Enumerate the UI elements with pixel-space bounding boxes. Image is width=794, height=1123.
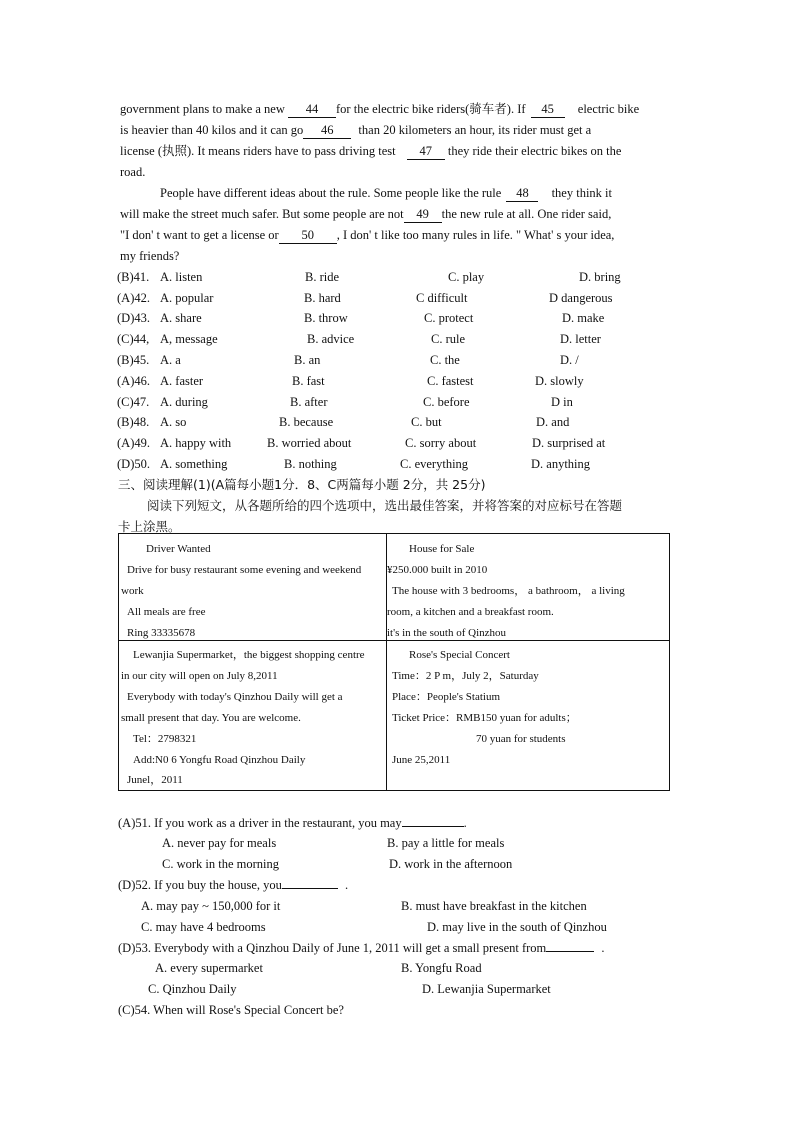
option-row bbox=[117, 270, 697, 286]
ad-text: Lewanjia Supermarket，the biggest shopping centre bbox=[133, 649, 365, 661]
option-a: A, message bbox=[160, 332, 218, 346]
ad-text: small present that day. You are welcome. bbox=[121, 712, 301, 724]
ad-text: work bbox=[121, 585, 144, 597]
ad-phone: Ring 33335678 bbox=[127, 627, 196, 639]
passage-text: , I don' t like too many rules in life. " What' s your idea, bbox=[336, 228, 615, 242]
passage-line bbox=[120, 144, 621, 160]
passage-text: is heavier than 40 kilos and it can go bbox=[120, 123, 304, 137]
ad-text: it's in the south of Qinzhou bbox=[387, 627, 507, 639]
blank-48: 48 bbox=[506, 186, 538, 202]
option-row bbox=[117, 920, 697, 936]
option-c: C. before bbox=[423, 395, 470, 409]
answer-label: (C)47. bbox=[117, 395, 150, 409]
option-c: C difficult bbox=[416, 291, 468, 305]
passage-line bbox=[120, 165, 145, 180]
answer-label: (B)41. bbox=[117, 270, 150, 284]
option-c: C. Qinzhou Daily bbox=[148, 982, 237, 996]
answer-label: (B)48. bbox=[117, 415, 150, 429]
ad-text: Drive for busy restaurant some evening and weekend bbox=[127, 564, 362, 576]
option-d: D. surprised at bbox=[532, 436, 606, 450]
ad-text: Everybody with today's Qinzhou Daily will get a bbox=[127, 691, 343, 703]
ad-place: Place：People's Statium bbox=[392, 691, 500, 703]
question-stem: (D)52. If you buy the house, you bbox=[118, 878, 282, 892]
ad-price: 70 yuan for students bbox=[476, 733, 566, 745]
ad-supermarket bbox=[119, 641, 387, 791]
option-a: A. listen bbox=[160, 270, 203, 284]
option-b: B. after bbox=[290, 395, 328, 409]
option-a: A. a bbox=[160, 353, 181, 367]
ad-title: House for Sale bbox=[409, 543, 475, 555]
option-b: B. hard bbox=[304, 291, 341, 305]
section-instruction-cont: 卡上涂黑。 bbox=[118, 519, 181, 534]
option-b: B. must have breakfast in the kitchen bbox=[401, 899, 587, 913]
passage-text: "I don' t want to get a license or bbox=[120, 228, 279, 242]
option-row bbox=[117, 332, 697, 348]
option-row bbox=[117, 395, 697, 411]
option-b: B. because bbox=[279, 415, 334, 429]
ad-phone: Tel：2798321 bbox=[133, 733, 197, 745]
option-d: D. make bbox=[562, 311, 605, 325]
option-d: D in bbox=[551, 395, 573, 409]
blank-44: 44 bbox=[288, 102, 336, 118]
question-end: . bbox=[601, 941, 605, 955]
ad-title: Driver Wanted bbox=[146, 543, 211, 555]
blank-46: 46 bbox=[303, 123, 351, 139]
option-d: D. letter bbox=[560, 332, 601, 346]
passage-text: than 20 kilometers an hour, its rider must get a bbox=[358, 123, 592, 137]
ads-table bbox=[118, 533, 670, 791]
passage-text: my friends? bbox=[120, 249, 180, 263]
question-stem: (C)54. When will Rose's Special Concert be? bbox=[118, 1003, 344, 1017]
option-c: C. everything bbox=[400, 457, 469, 471]
ad-time: Time：2 P m，July 2，Saturday bbox=[392, 670, 539, 682]
ad-date: Junel，2011 bbox=[127, 774, 183, 786]
option-row bbox=[117, 436, 697, 452]
passage-text: road. bbox=[120, 165, 146, 179]
passage-text: they ride their electric bikes on the bbox=[447, 144, 622, 158]
question-54 bbox=[118, 1003, 344, 1018]
question-end: . bbox=[463, 816, 467, 830]
ad-date: June 25,2011 bbox=[392, 754, 451, 766]
option-c: C. but bbox=[411, 415, 442, 429]
passage-text: government plans to make a new bbox=[120, 102, 289, 116]
option-a: A. faster bbox=[160, 374, 204, 388]
answer-label: (B)45. bbox=[117, 353, 150, 367]
answer-label: (D)43. bbox=[117, 311, 150, 325]
question-stem: (A)51. If you work as a driver in the restaurant, you may bbox=[118, 816, 402, 830]
answer-label: (C)44, bbox=[117, 332, 150, 346]
ad-title: Rose's Special Concert bbox=[409, 649, 510, 661]
option-b: B. nothing bbox=[284, 457, 337, 471]
option-d: D. and bbox=[536, 415, 570, 429]
option-b: B. throw bbox=[304, 311, 348, 325]
ad-text: room, a kitchen and a breakfast room. bbox=[387, 606, 554, 618]
answer-label: (A)49. bbox=[117, 436, 150, 450]
answer-blank bbox=[402, 826, 464, 827]
option-a: A. share bbox=[160, 311, 202, 325]
option-a: A. may pay ~ 150,000 for it bbox=[141, 899, 281, 913]
option-row bbox=[117, 899, 697, 915]
option-a: A. something bbox=[160, 457, 228, 471]
option-b: B. an bbox=[294, 353, 321, 367]
ad-text: All meals are free bbox=[127, 606, 206, 618]
answer-label: (A)46. bbox=[117, 374, 150, 388]
option-d: D. / bbox=[560, 353, 579, 367]
question-stem: (D)53. Everybody with a Qinzhou Daily of June 1, 2011 will get a small present from bbox=[118, 941, 547, 955]
option-d: D. work in the afternoon bbox=[389, 857, 513, 871]
option-a: A. every supermarket bbox=[155, 961, 263, 975]
passage-text: People have different ideas about the rule. Some people like the rule bbox=[160, 186, 502, 200]
answer-label: (A)42. bbox=[117, 291, 150, 305]
question-51 bbox=[118, 816, 467, 831]
blank-45: 45 bbox=[531, 102, 565, 118]
blank-47: 47 bbox=[407, 144, 445, 160]
option-b: B. ride bbox=[305, 270, 340, 284]
passage-text: for the electric bike riders(骑车者). If bbox=[336, 102, 526, 116]
passage-text: the new rule at all. One rider said, bbox=[441, 207, 612, 221]
option-a: A. during bbox=[160, 395, 208, 409]
option-b: B. Yongfu Road bbox=[401, 961, 482, 975]
option-c: C. rule bbox=[431, 332, 466, 346]
option-c: C. play bbox=[448, 270, 485, 284]
option-a: A. popular bbox=[160, 291, 214, 305]
question-53 bbox=[118, 941, 605, 956]
blank-50: 50 bbox=[279, 228, 337, 244]
option-row bbox=[117, 415, 697, 431]
answer-label: (D)50. bbox=[117, 457, 150, 471]
option-d: D. anything bbox=[531, 457, 591, 471]
option-b: B. pay a little for meals bbox=[387, 836, 505, 850]
ad-price: Ticket Price：RMB150 yuan for adults； bbox=[392, 712, 577, 724]
section-title: 三、阅读理解(1)(A篇每小题1分．8、C两篇每小题 2分，共 25分) bbox=[118, 477, 486, 492]
option-d: D. bring bbox=[579, 270, 621, 284]
option-row bbox=[117, 457, 697, 473]
option-d: D. Lewanjia Supermarket bbox=[422, 982, 551, 996]
answer-blank bbox=[282, 888, 338, 889]
option-a: A. happy with bbox=[160, 436, 232, 450]
question-end: . bbox=[345, 878, 349, 892]
option-row bbox=[117, 374, 697, 390]
option-c: C. sorry about bbox=[405, 436, 477, 450]
option-b: B. fast bbox=[292, 374, 325, 388]
ad-address: Add:N0 6 Yongfu Road Qinzhou Daily bbox=[133, 754, 306, 766]
passage-text: will make the street much safer. But some people are not bbox=[120, 207, 404, 221]
option-row bbox=[117, 982, 697, 998]
ad-house-for-sale bbox=[387, 534, 670, 641]
option-d: D dangerous bbox=[549, 291, 613, 305]
passage-line bbox=[120, 102, 639, 118]
question-52 bbox=[118, 878, 348, 893]
section-instruction: 阅读下列短文，从各题所给的四个选项中，选出最佳答案，并将答案的对应标号在答题 bbox=[147, 498, 623, 513]
option-a: A. so bbox=[160, 415, 187, 429]
option-row bbox=[117, 836, 697, 852]
answer-blank bbox=[546, 951, 594, 952]
passage-line bbox=[160, 186, 612, 202]
passage-line bbox=[120, 228, 614, 244]
option-c: C. the bbox=[430, 353, 460, 367]
option-d: D. slowly bbox=[535, 374, 584, 388]
option-row bbox=[117, 291, 697, 307]
ad-price: ¥250.000 built in 2010 bbox=[387, 564, 488, 576]
option-c: C. fastest bbox=[427, 374, 474, 388]
option-a: A. never pay for meals bbox=[162, 836, 277, 850]
option-row bbox=[117, 857, 697, 873]
option-row bbox=[117, 961, 697, 977]
passage-text: electric bike bbox=[577, 102, 640, 116]
option-row bbox=[117, 353, 697, 369]
passage-line bbox=[120, 249, 179, 264]
ad-driver-wanted bbox=[119, 534, 387, 641]
option-c: C. protect bbox=[424, 311, 474, 325]
ad-text: The house with 3 bedrooms， a bathroom， a living bbox=[392, 585, 625, 597]
passage-line bbox=[120, 207, 611, 223]
passage-line bbox=[120, 123, 591, 139]
option-d: D. may live in the south of Qinzhou bbox=[427, 920, 607, 934]
blank-49: 49 bbox=[404, 207, 442, 223]
passage-text: they think it bbox=[551, 186, 612, 200]
option-c: C. work in the morning bbox=[162, 857, 280, 871]
passage-text: license (执照). It means riders have to pass driving test bbox=[120, 144, 396, 158]
option-b: B. worried about bbox=[267, 436, 352, 450]
option-c: C. may have 4 bedrooms bbox=[141, 920, 266, 934]
option-row bbox=[117, 311, 697, 327]
option-b: B. advice bbox=[307, 332, 355, 346]
ad-text: in our city will open on July 8,2011 bbox=[121, 670, 278, 682]
ad-concert bbox=[387, 641, 670, 791]
